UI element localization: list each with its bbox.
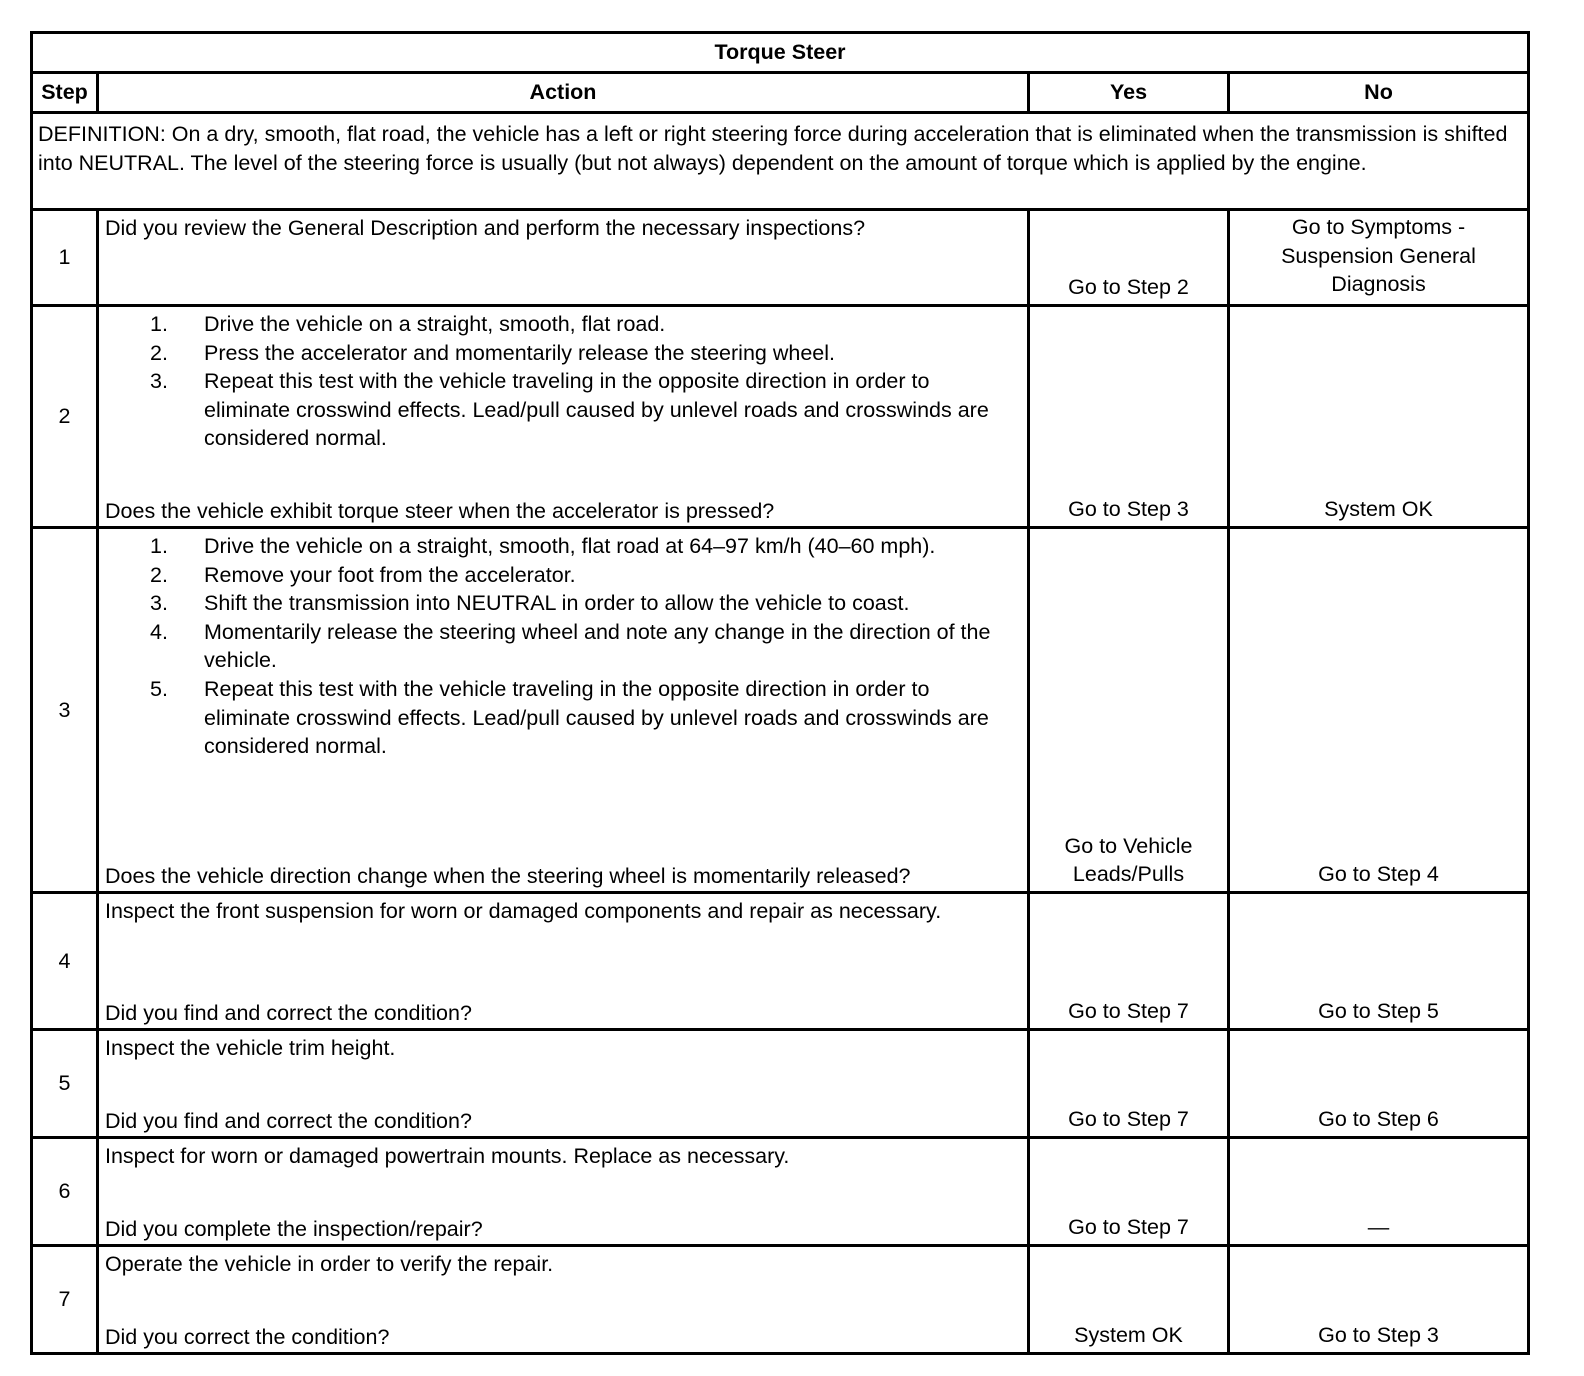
no-result: —	[1229, 1138, 1529, 1246]
instruction-text: Inspect the vehicle trim height.	[105, 1036, 396, 1060]
header-step: Step	[32, 73, 98, 113]
yes-result: Go to Step 7	[1029, 1138, 1229, 1246]
action-cell	[98, 1138, 1029, 1246]
header-yes: Yes	[1029, 73, 1229, 113]
table-row	[32, 1030, 1529, 1138]
list-item: 2. Press the accelerator and momentarily release the steering wheel.	[150, 340, 835, 365]
list-item: 5. Repeat this test with the vehicle traveling in the opposite direction in order to eliminate crosswind effects. Lead/pull caused by unlevel roads and crosswinds are considered normal.	[150, 676, 989, 759]
question-text: Did you correct the condition?	[105, 1325, 390, 1350]
question-text: Did you review the General Description and perform the necessary inspections?	[105, 216, 866, 240]
yes-result: Go to Step 7	[1029, 1030, 1229, 1138]
yes-result: Go to Step 3	[1029, 306, 1229, 528]
instruction-text: Inspect the front suspension for worn or damaged components and repair as necessary.	[105, 899, 942, 923]
no-result: Go to Symptoms - Suspension General Diagnosis	[1229, 210, 1529, 306]
step-number: 4	[32, 893, 98, 1030]
instruction-text: Inspect for worn or damaged powertrain mounts. Replace as necessary.	[105, 1144, 790, 1168]
action-cell	[98, 1246, 1029, 1354]
yes-result: System OK	[1029, 1246, 1229, 1354]
table-row	[32, 528, 1529, 893]
question-text: Does the vehicle exhibit torque steer when the accelerator is pressed?	[105, 499, 775, 524]
torque-steer-table	[30, 31, 1530, 1355]
table-row	[32, 1138, 1529, 1246]
no-result: Go to Step 5	[1229, 893, 1529, 1030]
table-row	[32, 306, 1529, 528]
no-result: Go to Step 3	[1229, 1246, 1529, 1354]
step-number: 2	[32, 306, 98, 528]
no-result: Go to Step 4	[1229, 528, 1529, 893]
question-text: Does the vehicle direction change when the steering wheel is momentarily released?	[105, 864, 911, 889]
question-text: Did you complete the inspection/repair?	[105, 1217, 483, 1242]
instruction-text: Operate the vehicle in order to verify the repair.	[105, 1252, 554, 1276]
action-cell	[98, 306, 1029, 528]
list-item: 3. Repeat this test with the vehicle traveling in the opposite direction in order to eliminate crosswind effects. Lead/pull caused by unlevel roads and crosswinds are considered normal.	[150, 369, 989, 451]
step-number: 5	[32, 1030, 98, 1138]
yes-result: Go to Vehicle Leads/Pulls	[1029, 528, 1229, 893]
procedure-list	[105, 310, 1021, 453]
procedure-list	[105, 532, 1021, 761]
action-cell	[98, 1030, 1029, 1138]
list-item: 1. Drive the vehicle on a straight, smooth, flat road.	[150, 312, 666, 336]
action-cell	[98, 893, 1029, 1030]
table-row	[32, 893, 1529, 1030]
header-no: No	[1229, 73, 1529, 113]
list-item: 2. Remove your foot from the accelerator.	[150, 562, 576, 587]
action-cell	[98, 210, 1029, 306]
table-row	[32, 1246, 1529, 1354]
step-number: 3	[32, 528, 98, 893]
question-text: Did you find and correct the condition?	[105, 1001, 472, 1026]
step-number: 6	[32, 1138, 98, 1246]
table-title: Torque Steer	[32, 33, 1529, 73]
question-text: Did you find and correct the condition?	[105, 1109, 472, 1134]
no-result: System OK	[1229, 306, 1529, 528]
action-cell	[98, 528, 1029, 893]
definition-text: DEFINITION: On a dry, smooth, flat road, the vehicle has a left or right steering force during acceleration that is eliminated when the transmission is shifted into NEUTRAL. The level of the steering force is usually (but not always) dependent on the amount of torque which is applied by the engine.	[32, 113, 1529, 210]
header-action: Action	[98, 73, 1029, 113]
yes-result: Go to Step 7	[1029, 893, 1229, 1030]
step-number: 1	[32, 210, 98, 306]
list-item: 3. Shift the transmission into NEUTRAL in order to allow the vehicle to coast.	[150, 591, 910, 616]
list-item: 4. Momentarily release the steering wheel and note any change in the direction of the vehicle.	[150, 619, 991, 673]
table-row	[32, 210, 1529, 306]
step-number: 7	[32, 1246, 98, 1354]
yes-result: Go to Step 2	[1029, 210, 1229, 306]
list-item: 1. Drive the vehicle on a straight, smooth, flat road at 64–97 km/h (40–60 mph).	[150, 534, 936, 558]
no-result: Go to Step 6	[1229, 1030, 1529, 1138]
